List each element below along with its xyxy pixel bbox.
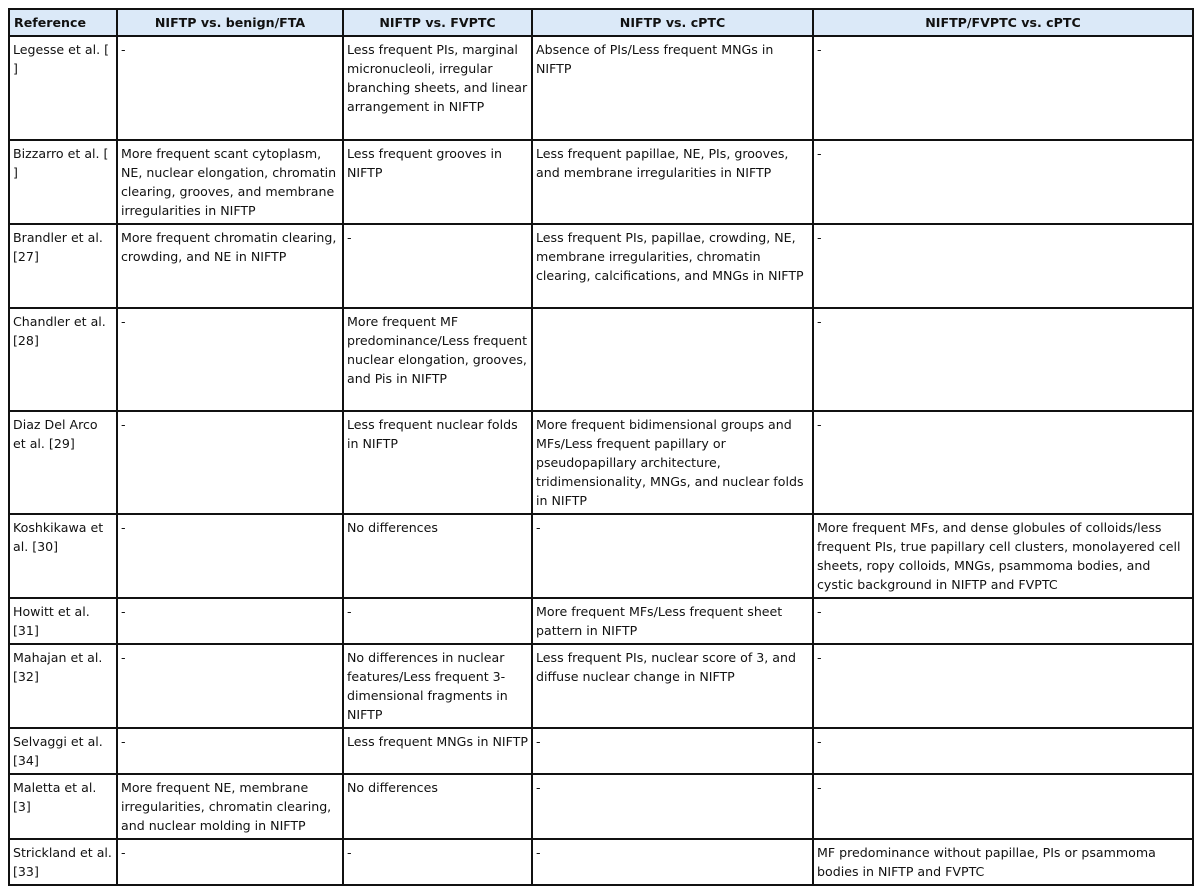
- cell-fvptc: -: [343, 839, 532, 885]
- table-row: [9, 411, 1193, 514]
- cell-reference: Bizzarro et al. [​]: [9, 140, 117, 224]
- table-row: [9, 644, 1193, 728]
- cell-combined: -: [813, 224, 1193, 308]
- comparison-table-container: [8, 8, 1192, 886]
- table-row: [9, 36, 1193, 140]
- cell-reference: Strickland et al. [33]: [9, 839, 117, 885]
- cell-cptc: -: [532, 839, 813, 885]
- cell-fvptc: No differences: [343, 514, 532, 598]
- cell-reference: Mahajan et al. [32]: [9, 644, 117, 728]
- cell-benign: -: [117, 36, 343, 140]
- cell-benign: -: [117, 514, 343, 598]
- cell-cptc: -: [532, 514, 813, 598]
- header-benign: NIFTP vs. benign/FTA: [117, 9, 343, 36]
- cell-cptc: More frequent bidimensional groups and MFs/Less frequent papillary or pseudopapillary architecture, tridimensionality, MNGs, and nuclear folds in NIFTP: [532, 411, 813, 514]
- cell-benign: -: [117, 598, 343, 644]
- cell-cptc: -: [532, 774, 813, 839]
- cell-combined: -: [813, 728, 1193, 774]
- cell-reference: Koshkikawa et al. [30]: [9, 514, 117, 598]
- cell-cptc: More frequent MFs/Less frequent sheet pattern in NIFTP: [532, 598, 813, 644]
- cell-combined: -: [813, 140, 1193, 224]
- cell-reference: Maletta et al. [3​]: [9, 774, 117, 839]
- cell-cptc: Less frequent papillae, NE, PIs, grooves, and membrane irregularities in NIFTP: [532, 140, 813, 224]
- cell-fvptc: More frequent MF predominance/Less frequent nuclear elongation, grooves, and Pis in NIFTP: [343, 308, 532, 411]
- cell-reference: Diaz Del Arco et al. [29]: [9, 411, 117, 514]
- comparison-table: [8, 8, 1194, 886]
- cell-cptc: -: [532, 728, 813, 774]
- cell-benign: -: [117, 839, 343, 885]
- table-row: [9, 514, 1193, 598]
- cell-fvptc: Less frequent nuclear folds in NIFTP: [343, 411, 532, 514]
- cell-benign: -: [117, 644, 343, 728]
- table-row: [9, 224, 1193, 308]
- cell-benign: More frequent NE, membrane irregularities, chromatin clearing, and nuclear molding in NIFTP: [117, 774, 343, 839]
- header-reference: Reference: [9, 9, 117, 36]
- cell-combined: MF predominance without papillae, PIs or psammoma bodies in NIFTP and FVPTC: [813, 839, 1193, 885]
- cell-combined: More frequent MFs, and dense globules of colloids/less frequent PIs, true papillary cell clusters, monolayered cell sheets, ropy colloids, MNGs, psammoma bodies, and cystic background in NIFTP and FVPTC: [813, 514, 1193, 598]
- table-row: [9, 839, 1193, 885]
- cell-reference: Selvaggi et al. [34]: [9, 728, 117, 774]
- cell-combined: -: [813, 598, 1193, 644]
- table-row: [9, 308, 1193, 411]
- cell-benign: -: [117, 308, 343, 411]
- cell-reference: Brandler et al. [27]: [9, 224, 117, 308]
- cell-combined: -: [813, 411, 1193, 514]
- header-row: [9, 9, 1193, 36]
- header-combined: NIFTP/FVPTC vs. cPTC: [813, 9, 1193, 36]
- cell-reference: Legesse et al. [​]: [9, 36, 117, 140]
- cell-benign: -: [117, 411, 343, 514]
- cell-fvptc: -: [343, 598, 532, 644]
- cell-fvptc: -: [343, 224, 532, 308]
- cell-fvptc: No differences: [343, 774, 532, 839]
- cell-benign: -: [117, 728, 343, 774]
- table-row: [9, 140, 1193, 224]
- cell-benign: More frequent chromatin clearing, crowding, and NE in NIFTP: [117, 224, 343, 308]
- cell-reference: Howitt et al. [31]: [9, 598, 117, 644]
- cell-fvptc: Less frequent grooves in NIFTP: [343, 140, 532, 224]
- cell-fvptc: Less frequent PIs, marginal micronucleoli, irregular branching sheets, and linear arrangement in NIFTP: [343, 36, 532, 140]
- header-cptc: NIFTP vs. cPTC: [532, 9, 813, 36]
- header-fvptc: NIFTP vs. FVPTC: [343, 9, 532, 36]
- cell-cptc: [532, 308, 813, 411]
- table-row: [9, 728, 1193, 774]
- cell-cptc: Less frequent PIs, nuclear score of 3, and diffuse nuclear change in NIFTP: [532, 644, 813, 728]
- cell-combined: -: [813, 644, 1193, 728]
- cell-fvptc: No differences in nuclear features/Less frequent 3-dimensional fragments in NIFTP: [343, 644, 532, 728]
- cell-combined: -: [813, 774, 1193, 839]
- cell-benign: More frequent scant cytoplasm, NE, nuclear elongation, chromatin clearing, grooves, and membrane irregularities in NIFTP: [117, 140, 343, 224]
- cell-cptc: Less frequent PIs, papillae, crowding, NE, membrane irregularities, chromatin clearing, calcifications, and MNGs in NIFTP: [532, 224, 813, 308]
- cell-combined: -: [813, 36, 1193, 140]
- cell-reference: Chandler et al. [28]: [9, 308, 117, 411]
- cell-combined: -: [813, 308, 1193, 411]
- table-row: [9, 598, 1193, 644]
- cell-cptc: Absence of PIs/Less frequent MNGs in NIFTP: [532, 36, 813, 140]
- table-row: [9, 774, 1193, 839]
- cell-fvptc: Less frequent MNGs in NIFTP: [343, 728, 532, 774]
